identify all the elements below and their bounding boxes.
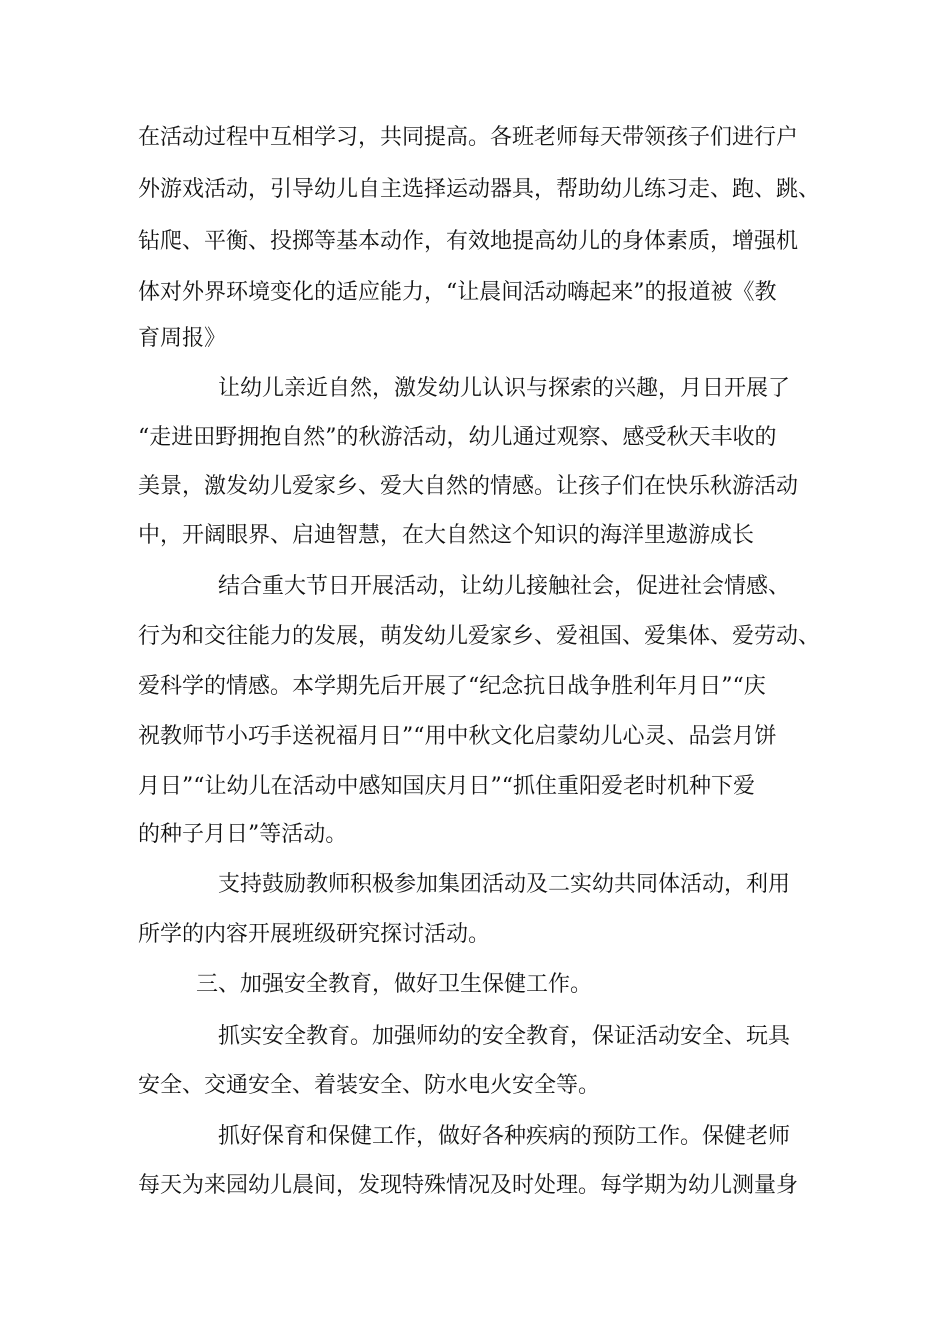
- text-line: 安全、交通安全、着装安全、防水电火安全等。: [138, 1073, 601, 1098]
- paragraph-first-line: 抓好保育和保健工作，做好各种疾病的预防工作。保健老师: [218, 1124, 791, 1149]
- text-line: 祝教师节小巧手送祝福月日”“用中秋文化启蒙幼儿心灵、品尝月饼: [138, 724, 777, 749]
- text-line: 钻爬、平衡、投掷等基本动作，有效地提高幼儿的身体素质，增强机: [138, 229, 799, 254]
- text-line: 外游戏活动，引导幼儿自主选择运动器具，帮助幼儿练习走、跑、跳、: [138, 177, 821, 202]
- text-line: 爱科学的情感。本学期先后开展了“纪念抗日战争胜利年月日”“庆: [138, 674, 766, 699]
- text-line: 育周报》: [138, 326, 227, 351]
- paragraph-first-line: 支持鼓励教师积极参加集团活动及二实幼共同体活动，利用: [218, 872, 791, 897]
- text-line: 月日”“让幼儿在活动中感知国庆月日”“抓住重阳爱老时机种下爱: [138, 774, 755, 799]
- text-line: 所学的内容开展班级研究探讨活动。: [138, 922, 491, 947]
- text-line: 行为和交往能力的发展，萌发幼儿爱家乡、爱祖国、爱集体、爱劳动、: [138, 624, 821, 649]
- paragraph-first-line: 结合重大节日开展活动，让幼儿接触社会，促进社会情感、: [218, 574, 791, 599]
- text-line: 每天为来园幼儿晨间，发现特殊情况及时处理。每学期为幼儿测量身: [138, 1173, 799, 1198]
- text-line: 美景，激发幼儿爱家乡、爱大自然的情感。让孩子们在快乐秋游活动: [138, 474, 799, 499]
- text-line: “走进田野拥抱自然”的秋游活动，幼儿通过观察、感受秋天丰收的: [138, 425, 777, 450]
- text-line: 在活动过程中互相学习，共同提高。各班老师每天带领孩子们进行户: [138, 125, 799, 150]
- text-line: 中，开阔眼界、启迪智慧，在大自然这个知识的海洋里遨游成长: [138, 523, 755, 548]
- section-heading: 三、加强安全教育，做好卫生保健工作。: [196, 972, 593, 997]
- text-line: 的种子月日”等活动。: [138, 822, 348, 847]
- text-line: 体对外界环境变化的适应能力，“让晨间活动嗨起来”的报道被《教: [138, 280, 777, 305]
- paragraph-first-line: 抓实安全教育。加强师幼的安全教育，保证活动安全、玩具: [218, 1024, 791, 1049]
- paragraph-first-line: 让幼儿亲近自然，激发幼儿认识与探索的兴趣，月日开展了: [218, 376, 791, 401]
